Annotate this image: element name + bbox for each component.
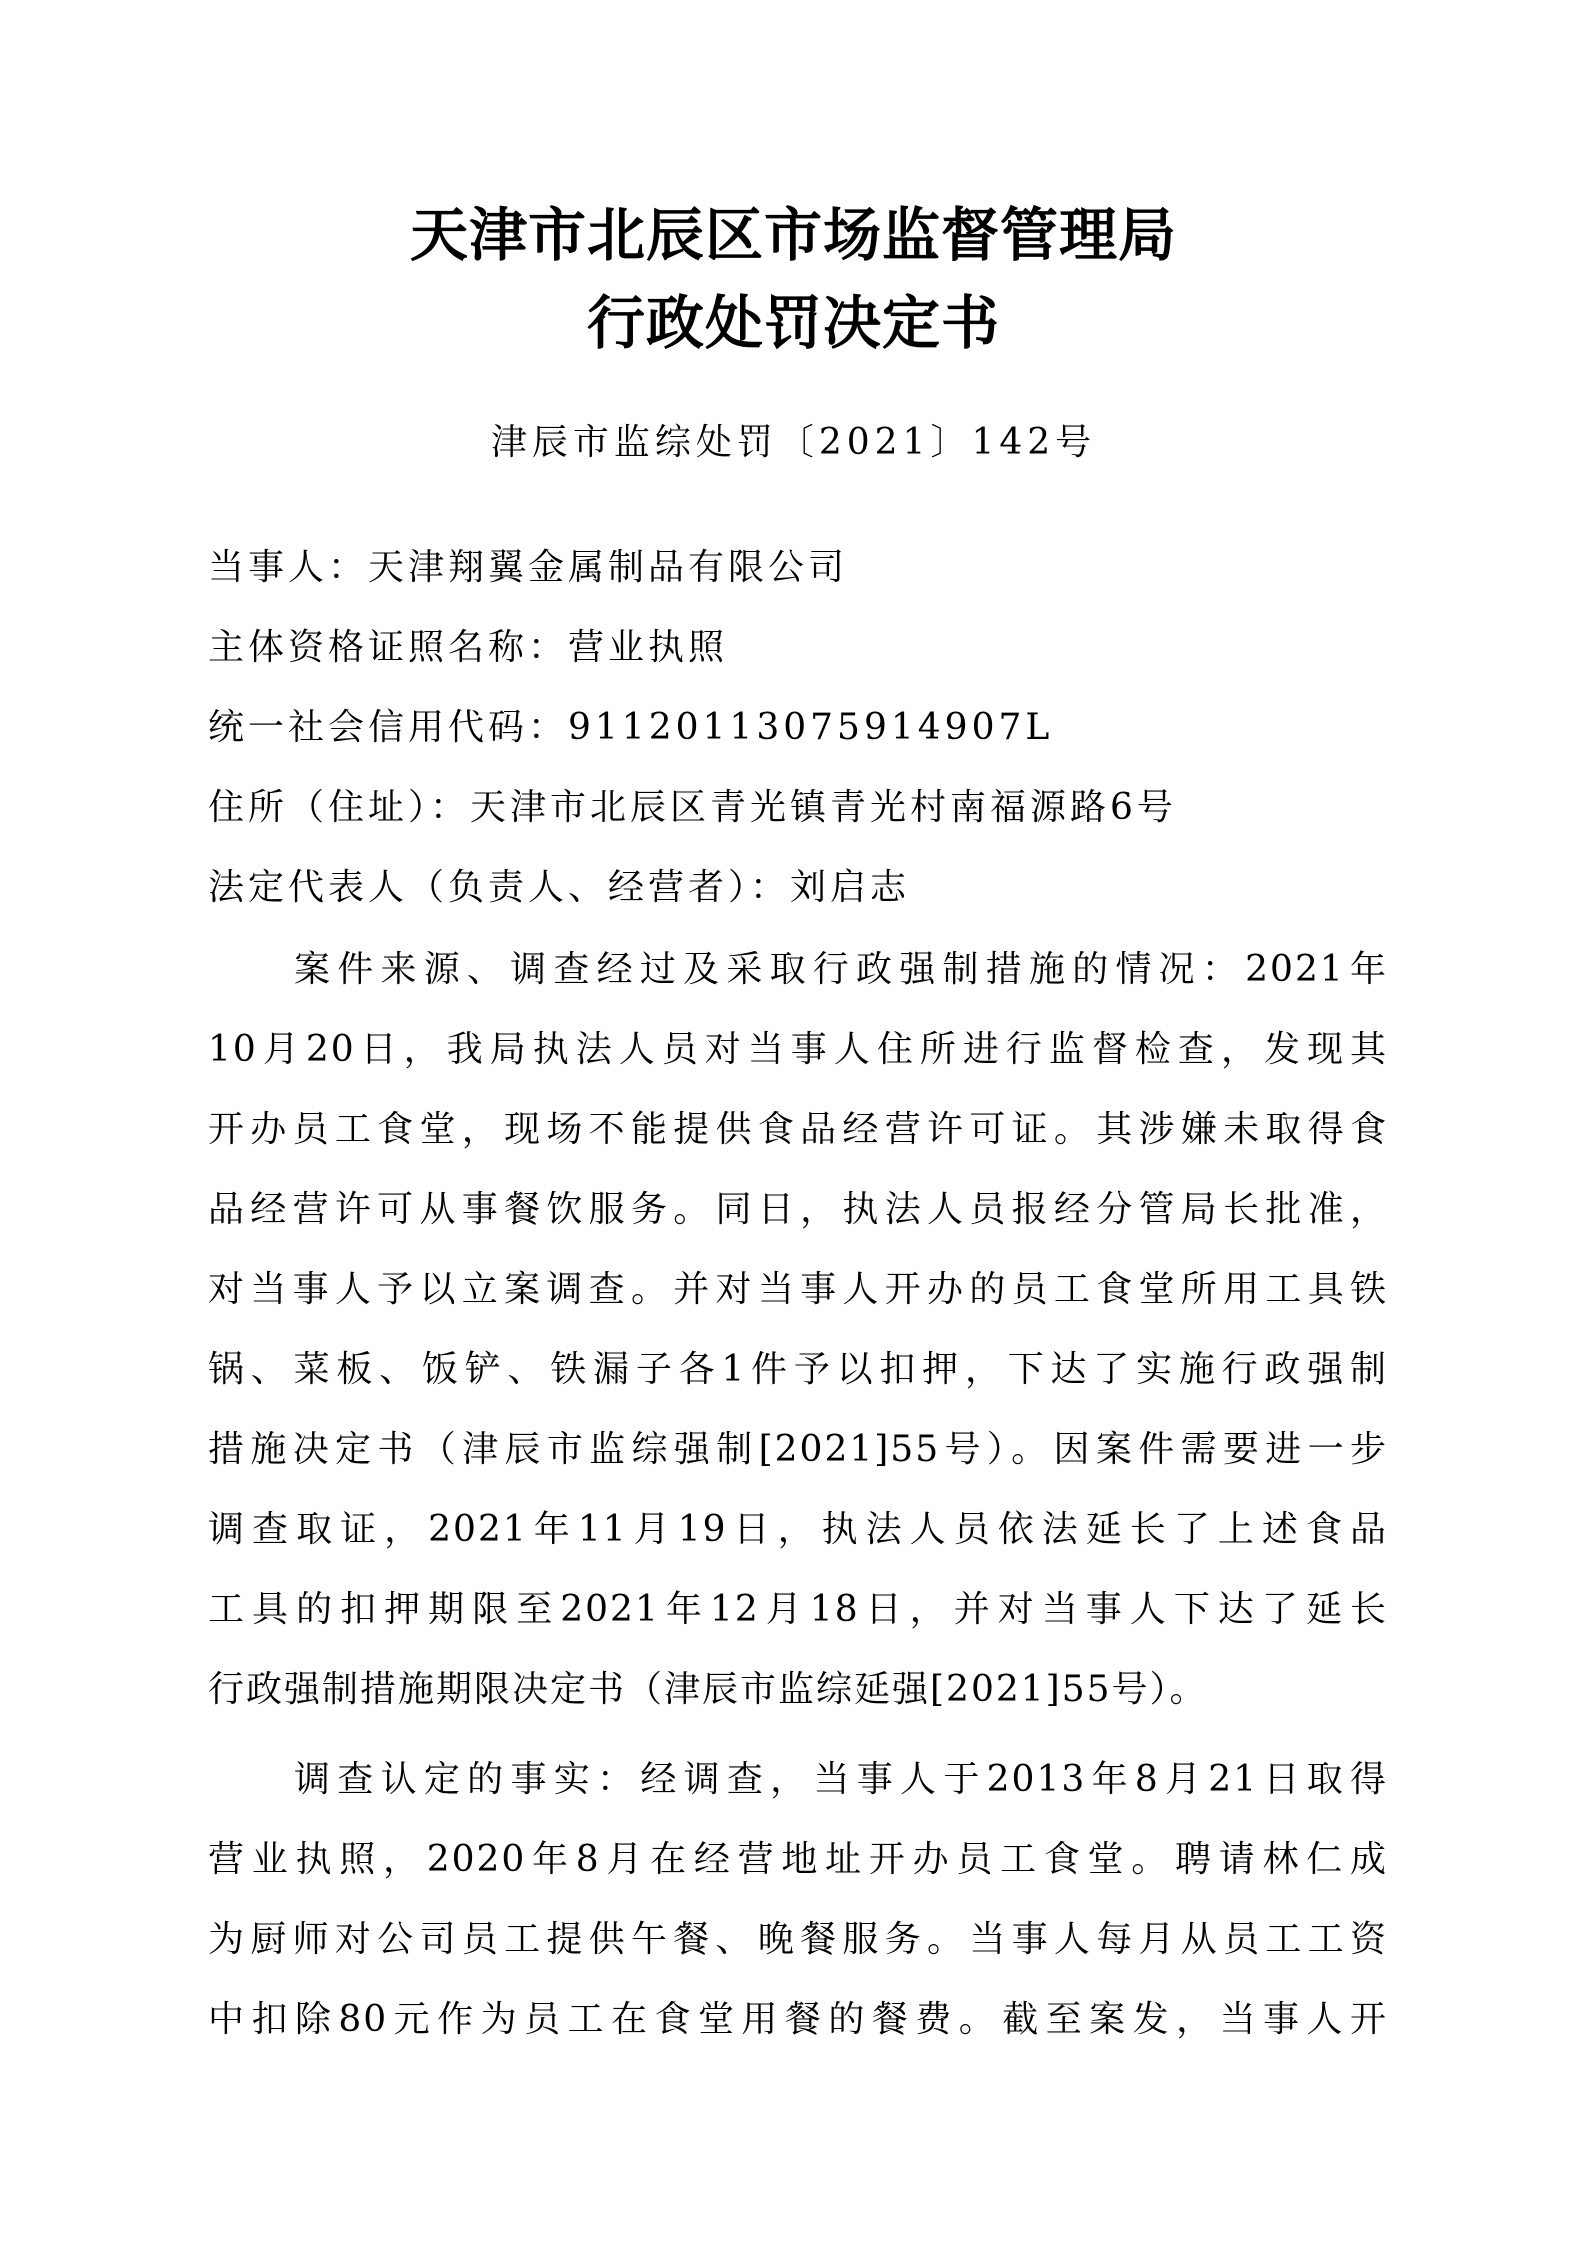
paragraph-line: 锅、菜板、饭铲、铁漏子各1件予以扣押，下达了实施行政强制	[208, 1349, 1388, 1390]
address: 住所（住址）：天津市北辰区青光镇青光村南福源路6号	[208, 787, 1177, 828]
paragraph-line: 开办员工食堂，现场不能提供食品经营许可证。其涉嫌未取得食	[208, 1109, 1388, 1150]
paragraph-line: 中扣除80元作为员工在食堂用餐的餐费。截至案发，当事人开	[208, 1999, 1388, 2040]
document-number: 津辰市监综处罚〔2021〕142号	[490, 422, 1097, 463]
party-name: 当事人：天津翔翼金属制品有限公司	[208, 547, 849, 588]
paragraph-line: 品经营许可从事餐饮服务。同日，执法人员报经分管局长批准，	[208, 1189, 1388, 1230]
paragraph-line: 工具的扣押期限至2021年12月18日，并对当事人下达了延长	[208, 1589, 1388, 1630]
legal-representative: 法定代表人（负责人、经营者）：刘启志	[208, 867, 911, 908]
document-title-type: 行政处罚决定书	[586, 289, 1000, 357]
paragraph-line: 营业执照，2020年8月在经营地址开办员工食堂。聘请林仁成	[208, 1839, 1388, 1880]
paragraph-line: 行政强制措施期限决定书（津辰市监综延强[2021]55号）。	[208, 1669, 1208, 1710]
paragraph-line: 调查认定的事实：经调查，当事人于2013年8月21日取得	[294, 1759, 1388, 1800]
credit-code: 统一社会信用代码：91120113075914907L	[208, 707, 1054, 748]
paragraph-line: 10月20日，我局执法人员对当事人住所进行监督检查，发现其	[208, 1029, 1388, 1070]
paragraph-line: 案件来源、调查经过及采取行政强制措施的情况：2021年	[294, 949, 1388, 990]
paragraph-line: 对当事人予以立案调查。并对当事人开办的员工食堂所用工具铁	[208, 1269, 1388, 1310]
paragraph-line: 调查取证，2021年11月19日，执法人员依法延长了上述食品	[208, 1509, 1388, 1550]
paragraph-line: 措施决定书（津辰市监综强制[2021]55号）。因案件需要进一步	[208, 1429, 1388, 1470]
paragraph-line: 为厨师对公司员工提供午餐、晚餐服务。当事人每月从员工工资	[208, 1919, 1388, 1960]
document-title-authority: 天津市北辰区市场监督管理局	[409, 201, 1177, 269]
license-type: 主体资格证照名称：营业执照	[208, 627, 729, 668]
